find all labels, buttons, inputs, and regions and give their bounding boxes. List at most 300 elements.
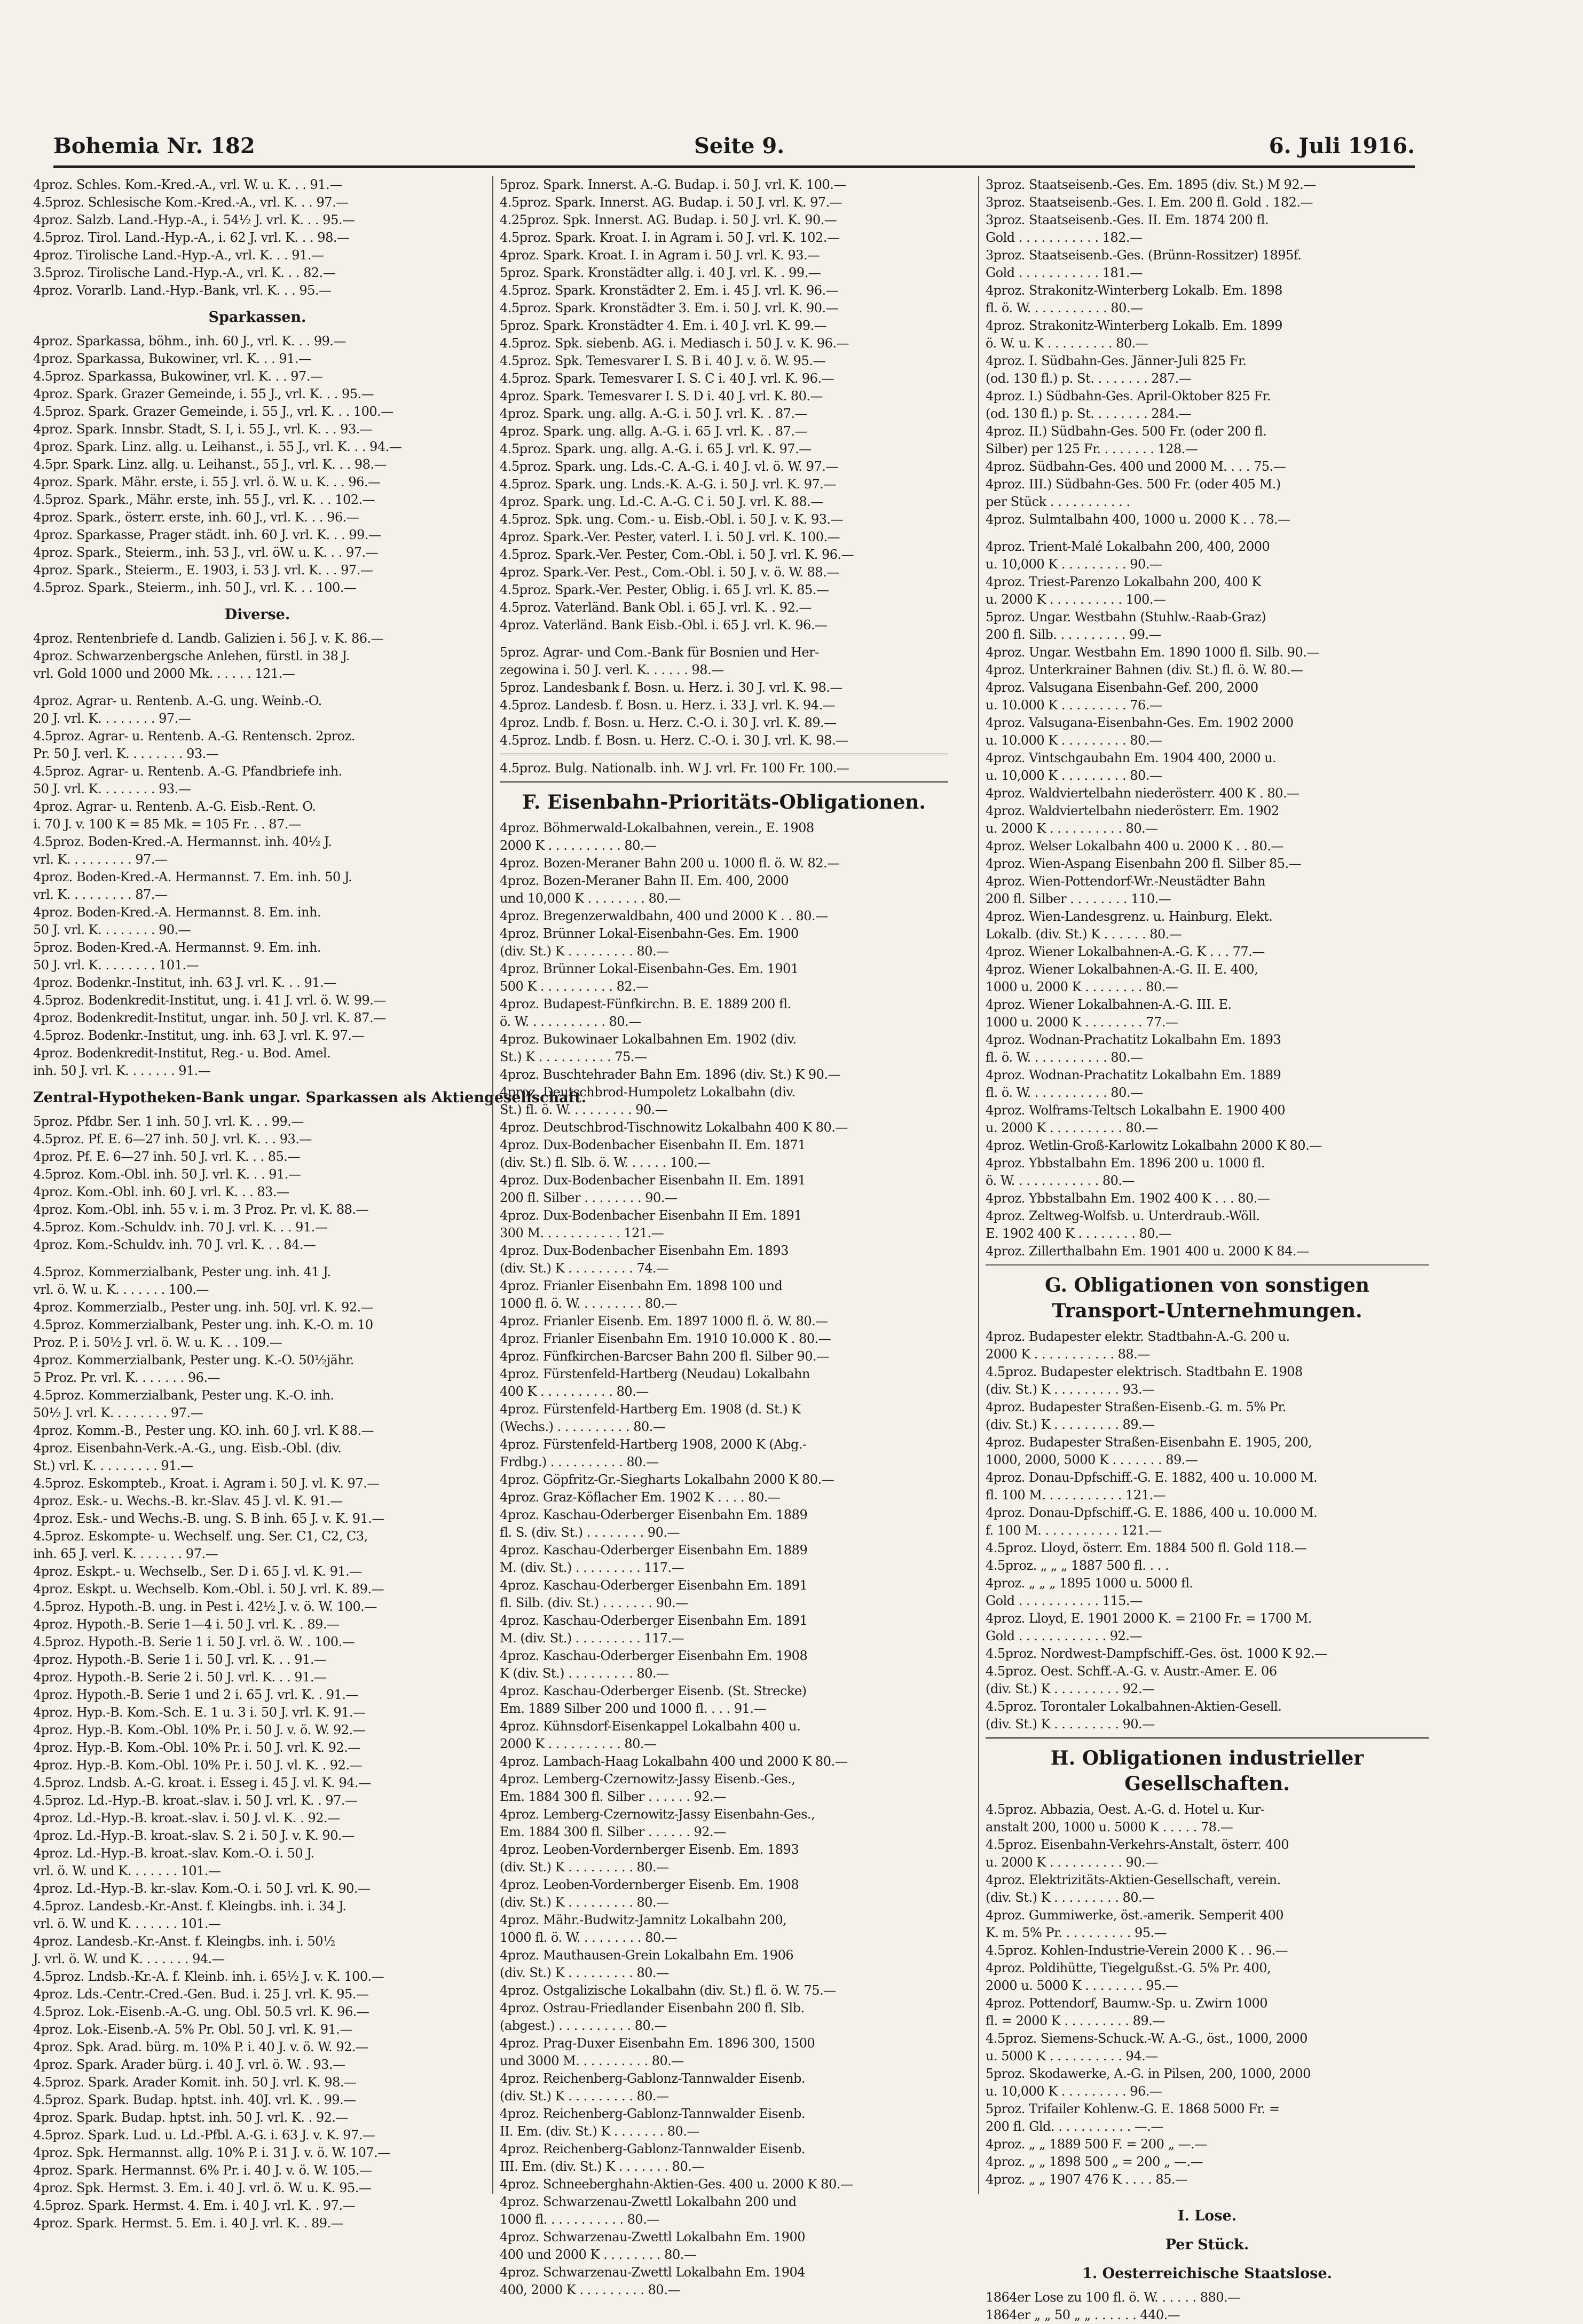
listing-line: 4proz. Spark. ung. allg. A.-G. i. 50 J. vrl. K. . 87.— [500, 406, 807, 421]
listing-line: 4proz. Schwarzenau-Zwettl Lokalbahn 200 und [500, 2194, 797, 2209]
listing-line: fl. ö. W. . . . . . . . . . . 80.— [986, 301, 1143, 315]
listing-line: ö. W. . . . . . . . . . . 80.— [500, 1014, 641, 1029]
listing-line: 4proz. Ybbstalbahn Em. 1902 400 K . . . 80.— [986, 1191, 1270, 1206]
listing-line: III. Em. (div. St.) K . . . . . . . 80.— [500, 2159, 704, 2174]
listing-line: fl. S. (div. St.) . . . . . . . . 90.— [500, 1525, 680, 1540]
listing-line: 4proz. Göpfritz-Gr.-Siegharts Lokalbahn 2000 K 80.— [500, 1472, 834, 1487]
listing-line: (div. St.) K . . . . . . . . . 80.— [500, 1965, 669, 1980]
listing-line: (div. St.) K . . . . . . . . . 80.— [500, 1860, 669, 1875]
listing-line: 4proz. Kom.-Obl. inh. 60 J. vrl. K. . . 83.— [33, 1184, 289, 1199]
listing-line: (div. St.) K . . . . . . . . . 90.— [986, 1717, 1155, 1732]
listing-line: 4.5proz. Agrar- u. Rentenb. A.-G. Pfandbriefe inh. [33, 764, 342, 779]
listing-line: 4proz. Frianler Eisenbahn Em. 1910 10.000 K . 80.— [500, 1331, 831, 1346]
listing-line: u. 10.000 K . . . . . . . . . 76.— [986, 698, 1162, 713]
listing-line: 4.5proz. Spark., Steierm., inh. 50 J., vrl. K. . . 100.— [33, 580, 357, 595]
listing-line: 4proz. Dux-Bodenbacher Eisenbahn II. Em. 1891 [500, 1173, 806, 1188]
listing-line: (abgest.) . . . . . . . . . . 80.— [500, 2018, 667, 2033]
listing-line: 4.25proz. Spk. Innerst. AG. Budap. i. 50 J. vrl. K. 90.— [500, 212, 837, 227]
listing-line: 5proz. Skodawerke, A.-G. in Pilsen, 200, 1000, 2000 [986, 2066, 1311, 2081]
publication-date: 6. Juli 1916. [1269, 133, 1415, 159]
listing-line: 4proz. Wien-Aspang Eisenbahn 200 fl. Silber 85.— [986, 856, 1302, 871]
listing-line: 4proz. II.) Südbahn-Ges. 500 Fr. (oder 200 fl. [986, 424, 1267, 439]
listing-line: 4.5proz. Spk. siebenb. AG. i. Mediasch i. 50 J. v. K. 96.— [500, 336, 849, 351]
listing-line: 4proz. Frianler Eisenb. Em. 1897 1000 fl. ö. W. 80.— [500, 1314, 828, 1329]
listing-line: 4proz. Ybbstalbahn Em. 1896 200 u. 1000 fl. [986, 1156, 1265, 1171]
listing-line: 4proz. Bodenkredit-Institut, ungar. inh. 50 J. vrl. K. 87.— [33, 1010, 386, 1025]
listing-line: 4.5proz. Sparkassa, Bukowiner, vrl. K. . . 97.— [33, 369, 323, 384]
listing-line: u. 2000 K . . . . . . . . . . 90.— [986, 1855, 1158, 1870]
listing-line: 4proz. Schwarzenau-Zwettl Lokalbahn Em. 1904 [500, 2265, 806, 2280]
listing-line: 4.5proz. „ „ „ 1887 500 fl. . . . [986, 1558, 1169, 1573]
listing-line: 4proz. Spark., Steierm., inh. 53 J., vrl. öW. u. K. . . 97.— [33, 545, 379, 560]
listing-line: St.) K . . . . . . . . . . 75.— [500, 1049, 647, 1064]
listing-line: 4.5proz. Spark. Lud. u. Ld.-Pfbl. A.-G. i. 63 J. v. K. 97.— [33, 2128, 375, 2143]
divider [986, 1264, 1429, 1266]
listing-line: 4.5proz. Bulg. Nationalb. inh. W J. vrl. Fr. 100 Fr. 100.— [500, 761, 849, 776]
listing-line: 4proz. Brünner Lokal-Eisenbahn-Ges. Em. 1900 [500, 926, 799, 941]
listing-line: St.) vrl. K. . . . . . . . . 91.— [33, 1458, 193, 1473]
listing-line: 4proz. Fünfkirchen-Barcser Bahn 200 fl. Silber 90.— [500, 1349, 829, 1364]
listing-line: 50 J. vrl. K. . . . . . . . 93.— [33, 781, 191, 796]
section-heading: Per Stück. [1165, 2236, 1249, 2253]
listing-line: 20 J. vrl. K. . . . . . . . 97.— [33, 711, 191, 726]
listing-line: 4proz. Lloyd, E. 1901 2000 K. = 2100 Fr. = 1700 M. [986, 1611, 1312, 1626]
listing-line: und 3000 M. . . . . . . . . . 80.— [500, 2053, 684, 2068]
section-heading: Diverse. [224, 606, 290, 623]
listing-line: 4proz. Kaschau-Oderberger Eisenbahn Em. 1891 [500, 1578, 808, 1593]
listing-line: u. 2000 K . . . . . . . . . . 80.— [986, 1120, 1158, 1135]
listing-line: 4proz. Spk. Arad. bürg. m. 10% P. i. 40 J. v. ö. W. 92.— [33, 2040, 368, 2054]
listing-line: 5proz. Spark. Kronstädter 4. Em. i. 40 J. vrl. K. 99.— [500, 318, 827, 333]
spacer [500, 634, 948, 644]
listing-line: 4.5proz. Eisenbahn-Verkehrs-Anstalt, österr. 400 [986, 1837, 1289, 1852]
listing-line: 4proz. I. Südbahn-Ges. Jänner-Juli 825 Fr. [986, 353, 1247, 368]
column-2 [492, 176, 948, 2297]
listing-line: 4proz. Pf. E. 6—27 inh. 50 J. vrl. K. . . 85.— [33, 1149, 300, 1164]
listing-line: 5proz. Pfdbr. Ser. 1 inh. 50 J. vrl. K. . . 99.— [33, 1114, 304, 1129]
listing-line: 4proz. Hyp.-B. Kom.-Sch. E. 1 u. 3 i. 50 J. vrl. K. 91.— [33, 1705, 366, 1720]
listing-line: Pr. 50 J. verl. K. . . . . . . . 93.— [33, 746, 219, 761]
listing-line: M. (div. St.) . . . . . . . . . 117.— [500, 1560, 684, 1575]
listing-line: 5proz. Ungar. Westbahn (Stuhlw.-Raab-Graz) [986, 610, 1266, 625]
listing-line: 4proz. Donau-Dpfschiff.-G. E. 1886, 400 u. 10.000 M. [986, 1505, 1318, 1520]
listing-line: 4.5proz. Agrar- u. Rentenb. A.-G. Rentensch. 2proz. [33, 729, 355, 744]
listing-line: 4.5proz. Siemens-Schuck.-W. A.-G., öst., 1000, 2000 [986, 2031, 1308, 2046]
listing-line: 200 fl. Silb. . . . . . . . . . 99.— [986, 627, 1162, 642]
listing-line: 4proz. Deutschbrod-Tischnowitz Lokalbahn 400 K 80.— [500, 1120, 848, 1135]
listing-line: 5 Proz. Pr. vrl. K. . . . . . . 96.— [33, 1370, 220, 1385]
listing-line: 4proz. Mauthausen-Grein Lokalbahn Em. 1906 [500, 1948, 794, 1963]
listing-line: Lokalb. (div. St.) K . . . . . . 80.— [986, 927, 1182, 942]
listing-line: 4.5proz. Hypoth.-B. ung. in Pest i. 42½ J. v. ö. W. 100.— [33, 1599, 377, 1614]
listing-line: 4proz. „ „ 1907 476 K . . . . 85.— [986, 2172, 1188, 2187]
listing-line: 4.5proz. Lloyd, österr. Em. 1884 500 fl. Gold 118.— [986, 1540, 1307, 1555]
listing-line: 400 und 2000 K . . . . . . . . 80.— [500, 2247, 697, 2262]
listing-line: u. 10,000 K . . . . . . . . . 80.— [986, 768, 1162, 783]
listing-line: 4.5proz. Spark. Kronstädter 3. Em. i. 50 J. vrl. K. 90.— [500, 301, 839, 315]
listing-line: 4proz. Budapest-Fünfkirchn. B. E. 1889 200 fl. [500, 997, 791, 1011]
listing-line: 4proz. Wiener Lokalbahnen-A.-G. II. E. 400, [986, 962, 1258, 977]
listing-line: 4proz. Südbahn-Ges. 400 und 2000 M. . . . 75.— [986, 459, 1286, 474]
listing-line: 4proz. „ „ 1889 500 F. = 200 „ —.— [986, 2137, 1207, 2152]
listing-line: 4proz. Wiener Lokalbahnen-A.-G. III. E. [986, 997, 1232, 1012]
listing-line: 4proz. Buschtehrader Bahn Em. 1896 (div. St.) K 90.— [500, 1067, 841, 1082]
listing-line: u. 10.000 K . . . . . . . . . 80.— [986, 733, 1162, 748]
spacer [33, 1254, 482, 1263]
listing-line: 4proz. Strakonitz-Winterberg Lokalb. Em. 1899 [986, 318, 1282, 333]
section-heading: Zentral-Hypotheken-Bank ungar. Sparkassen als Aktiengesellschaft. [33, 1089, 587, 1106]
listing-line: J. vrl. ö. W. und K. . . . . . . 94.— [33, 1951, 225, 1966]
spacer [33, 683, 482, 692]
listing-line: 3proz. Staatseisenb.-Ges. (Brünn-Rossitzer) 1895f. [986, 248, 1302, 263]
listing-line: (div. St.) K . . . . . . . . . 89.— [986, 1417, 1155, 1432]
listing-line: 4proz. Böhmerwald-Lokalbahnen, verein., E. 1908 [500, 820, 814, 835]
listing-line: 4.5proz. Pf. E. 6—27 inh. 50 J. vrl. K. . . 93.— [33, 1132, 312, 1147]
listing-line: 1000 fl. . . . . . . . . . . 80.— [500, 2212, 659, 2227]
listing-line: 4proz. Waldviertelbahn niederösterr. 400 K . 80.— [986, 786, 1300, 801]
listing-line: Gold . . . . . . . . . . . 182.— [986, 230, 1143, 245]
listing-line: (div. St.) K . . . . . . . . . 74.— [500, 1261, 669, 1276]
listing-line: 4proz. Kom.-Schuldv. inh. 70 J. vrl. K. . . 84.— [33, 1237, 316, 1252]
listing-line: 4proz. Rentenbriefe d. Landb. Galizien i. 56 J. v. K. 86.— [33, 631, 384, 646]
listing-line: 4proz. „ „ 1898 500 „ = 200 „ —.— [986, 2154, 1203, 2169]
listing-line: 4proz. Budapester Straßen-Eisenbahn E. 1905, 200, [986, 1435, 1312, 1450]
listing-line: 4proz. Lemberg-Czernowitz-Jassy Eisenb.-Ges., [500, 1772, 796, 1787]
listing-line: 5proz. Spark. Kronstädter allg. i. 40 J. vrl. K. . 99.— [500, 265, 821, 280]
listing-line: 4.5proz. Spark. Budap. hptst. inh. 40J. vrl. K. . 99.— [33, 2092, 356, 2107]
listing-line: 4.5proz. Budapester elektrisch. Stadtbahn E. 1908 [986, 1364, 1303, 1379]
listing-line: M. (div. St.) . . . . . . . . . 117.— [500, 1631, 684, 1646]
listing-line: 4proz. Spark. Linz. allg. u. Leihanst., i. 55 J., vrl. K. . . 94.— [33, 439, 402, 454]
listing-line: 4proz. Esk.- und Wechs.-B. ung. S. B inh. 65 J. v. K. 91.— [33, 1511, 384, 1526]
listing-line: vrl. K. . . . . . . . . 97.— [33, 852, 168, 867]
listing-line: 4.5proz. Boden-Kred.-A. Hermannst. inh. 40½ J. [33, 834, 332, 849]
spacer [986, 528, 1429, 538]
listing-line: 4.5proz. Spark. Arader Komit. inh. 50 J. vrl. K. 98.— [33, 2075, 357, 2090]
listing-line: 4proz. Budapester elektr. Stadtbahn-A.-G. 200 u. [986, 1329, 1290, 1344]
listing-line: (Wechs.) . . . . . . . . . . 80.— [500, 1419, 666, 1434]
listing-line: (od. 130 fl.) p. St. . . . . . . . 287.— [986, 371, 1192, 386]
listing-line: 4proz. Trient-Malé Lokalbahn 200, 400, 2000 [986, 539, 1270, 554]
listing-line: 4proz. Wolframs-Teltsch Lokalbahn E. 1900 400 [986, 1103, 1286, 1118]
listing-line: 4.5proz. Eskompteb., Kroat. i. Agram i. 50 J. vl. K. 97.— [33, 1476, 380, 1491]
listing-line: 4proz. Komm.-B., Pester ung. KO. inh. 60 J. vrl. K 88.— [33, 1423, 374, 1438]
listing-line: (div. St.) K . . . . . . . . . 92.— [986, 1681, 1155, 1696]
listing-line: 4proz. Kaschau-Oderberger Eisenbahn Em. 1908 [500, 1648, 808, 1663]
listing-line: 4proz. Bukowinaer Lokalbahnen Em. 1902 (div. [500, 1032, 797, 1047]
listing-line: 4proz. Leoben-Vordernberger Eisenb. Em. 1893 [500, 1842, 799, 1857]
listing-line: 4.5pr. Spark. Linz. allg. u. Leihanst., 55 J., vrl. K. . . 98.— [33, 457, 387, 472]
listing-line: 4proz. Valsugana-Eisenbahn-Ges. Em. 1902 2000 [986, 715, 1294, 730]
listing-line: 4.5proz. Spk. Temesvarer I. S. B i. 40 J. v. ö. W. 95.— [500, 353, 825, 368]
listing-line: 4proz. Lok.-Eisenb.-A. 5% Pr. Obl. 50 J. vrl. K. 91.— [33, 2022, 352, 2037]
listing-line: 4.5proz. Landesb. f. Bosn. u. Herz. i. 33 J. vrl. K. 94.— [500, 698, 836, 713]
newspaper-issue: Bohemia Nr. 182 [53, 133, 255, 159]
listing-line: 4proz. Eskpt. u. Wechselb. Kom.-Obl. i. 50 J. vrl. K. 89.— [33, 1582, 384, 1596]
listing-line: 50 J. vrl. K. . . . . . . . 90.— [33, 922, 191, 937]
listing-line: 4proz. Hypoth.-B. Serie 1—4 i. 50 J. vrl. K. . 89.— [33, 1617, 340, 1632]
listing-line: 4.5proz. Bodenkredit-Institut, ung. i. 41 J. vrl. ö. W. 99.— [33, 993, 386, 1008]
listing-line: 4proz. Spark. Budap. hptst. inh. 50 J. vrl. K. . 92.— [33, 2110, 349, 2125]
listing-line: 5proz. Boden-Kred.-A. Hermannst. 9. Em. inh. [33, 940, 321, 955]
listing-line: 4proz. Frianler Eisenbahn Em. 1898 100 und [500, 1278, 783, 1293]
listing-line: fl. Silb. (div. St.) . . . . . . . 90.— [500, 1595, 688, 1610]
listing-line: 4.5proz. Spark. ung. Lnds.-K. A.-G. i. 50 J. vrl. K. 97.— [500, 477, 836, 492]
listing-line: inh. 65 J. verl. K. . . . . . . 97.— [33, 1546, 218, 1561]
listing-line: 4proz. Hypoth.-B. Serie 1 und 2 i. 65 J. vrl. K. . 91.— [33, 1687, 359, 1702]
listing-line: 3proz. Staatseisenb.-Ges. I. Em. 200 fl. Gold . 182.— [986, 195, 1313, 210]
listing-line: 4proz. Spark. Arader bürg. i. 40 J. vrl. ö. W. . 93.— [33, 2057, 345, 2072]
listing-line: 4proz. Spark. Mähr. erste, i. 55 J. vrl. ö. W. u. K. . . 96.— [33, 475, 381, 489]
listing-line: (div. St.) K . . . . . . . . . 93.— [986, 1382, 1155, 1397]
listing-line: 4.5proz. Ld.-Hyp.-B. kroat.-slav. i. 50 J. vrl. K. . 97.— [33, 1793, 358, 1808]
listing-line: ö. W. . . . . . . . . . . . 80.— [986, 1173, 1135, 1188]
listing-line: 4.5proz. Kom.-Schuldv. inh. 70 J. vrl. K. . . 91.— [33, 1220, 328, 1235]
listing-line: 4proz. Hypoth.-B. Serie 1 i. 50 J. vrl. K. . . 91.— [33, 1652, 327, 1667]
section-title: G. Obligationen von sonstigen Transport-Unternehmungen. [1045, 1274, 1369, 1322]
listing-line: 4proz. Reichenberg-Gablonz-Tannwalder Eisenb. [500, 2106, 806, 2121]
listing-line: 4proz. Eisenbahn-Verk.-A.-G., ung. Eisb.-Obl. (div. [33, 1441, 342, 1456]
listing-line: 4.5proz. Landesb.-Kr.-Anst. f. Kleingbs. inh. i. 34 J. [33, 1899, 346, 1914]
listing-line: 4proz. I.) Südbahn-Ges. April-Oktober 825 Fr. [986, 389, 1271, 404]
listing-line: 4proz. Leoben-Vordernberger Eisenb. Em. 1908 [500, 1877, 799, 1892]
listing-line: (div. St.) fl. Slb. ö. W. . . . . . 100.— [500, 1155, 710, 1170]
listing-line: 4proz. Schles. Kom.-Kred.-A., vrl. W. u. K. . . 91.— [33, 177, 342, 192]
listing-line: inh. 50 J. vrl. K. . . . . . . 91.— [33, 1063, 211, 1078]
listing-line: 50 J. vrl. K. . . . . . . . 101.— [33, 958, 199, 973]
listing-line: 4proz. Bodenkr.-Institut, inh. 63 J. vrl. K. . . 91.— [33, 975, 336, 990]
listing-line: zegowina i. 50 J. verl. K. . . . . . 98.— [500, 662, 724, 677]
listing-line: 4proz. Boden-Kred.-A. Hermannst. 7. Em. inh. 50 J. [33, 869, 352, 884]
listing-line: 4.5proz. Kohlen-Industrie-Verein 2000 K . . 96.— [986, 1943, 1288, 1958]
listing-line: 4proz. Spark. Temesvarer I. S. D i. 40 J. vrl. K. 80.— [500, 389, 823, 404]
listing-line: 4proz. Wetlin-Groß-Karlowitz Lokalbahn 2000 K 80.— [986, 1138, 1322, 1153]
listing-line: Silber) per 125 Fr. . . . . . . . 128.— [986, 441, 1198, 456]
listing-line: 4proz. Spark.-Ver. Pester, vaterl. I. i. 50 J. vrl. K. 100.— [500, 529, 840, 544]
listing-line: 3.5proz. Tirolische Land.-Hyp.-A., vrl. K. . . 82.— [33, 265, 336, 280]
listing-line: 4.5proz. Spark. Grazer Gemeinde, i. 55 J., vrl. K. . . 100.— [33, 404, 393, 419]
listing-line: 4proz. Esk.- u. Wechs.-B. kr.-Slav. 45 J. vl. K. 91.— [33, 1493, 343, 1508]
listing-line: 4proz. Hyp.-B. Kom.-Obl. 10% Pr. i. 50 J. v. ö. W. 92.— [33, 1722, 366, 1737]
listing-line: 4proz. Salzb. Land.-Hyp.-A., i. 54½ J. vrl. K. . . 95.— [33, 212, 355, 227]
listing-line: 4proz. Graz-Köflacher Em. 1902 K . . . . 80.— [500, 1490, 781, 1505]
listing-line: 4.5proz. Spark. ung. allg. A.-G. i. 65 J. vrl. K. 97.— [500, 441, 812, 456]
listing-line: 4proz. Vaterländ. Bank Eisb.-Obl. i. 65 J. vrl. K. 96.— [500, 618, 828, 633]
listing-line: 4.5proz. Spark.-Ver. Pester, Oblig. i. 65 J. vrl. K. 85.— [500, 582, 829, 597]
listing-line: 4proz. Spark.-Ver. Pest., Com.-Obl. i. 50 J. v. ö. W. 88.— [500, 565, 839, 580]
listing-line: 4proz. Brünner Lokal-Eisenbahn-Ges. Em. 1901 [500, 961, 799, 976]
listing-line: Gold . . . . . . . . . . . 181.— [986, 265, 1143, 280]
listing-line: 4.5proz. Torontaler Lokalbahnen-Aktien-Gesell. [986, 1699, 1282, 1714]
listing-line: 4proz. Hyp.-B. Kom.-Obl. 10% Pr. i. 50 J. vrl. K. 92.— [33, 1740, 360, 1755]
listing-line: 4proz. Valsugana Eisenbahn-Gef. 200, 2000 [986, 680, 1258, 695]
listing-line: 4proz. Sulmtalbahn 400, 1000 u. 2000 K . . 78.— [986, 512, 1290, 527]
listing-line: 4.5proz. Vaterländ. Bank Obl. i. 65 J. vrl. K. . 92.— [500, 600, 812, 615]
listing-line: 4proz. Ld.-Hyp.-B. kr.-slav. Kom.-O. i. 50 J. vrl. K. 90.— [33, 1881, 371, 1896]
listing-line: 4proz. Zeltweg-Wolfsb. u. Unterdraub.-Wöll. [986, 1208, 1260, 1223]
divider [500, 754, 948, 755]
listing-line: 4proz. Welser Lokalbahn 400 u. 2000 K . . 80.— [986, 839, 1283, 853]
listing-line: (div. St.) K . . . . . . . . . 80.— [500, 2089, 669, 2104]
listing-line: 4proz. Eskpt.- u. Wechselb., Ser. D i. 65 J. vl. K. 91.— [33, 1564, 362, 1579]
listing-line: 4proz. Spark., österr. erste, inh. 60 J., vrl. K. . . 96.— [33, 510, 359, 525]
listing-line: 4proz. Kaschau-Oderberger Eisenbahn Em. 1891 [500, 1613, 808, 1628]
listing-line: 4proz. Kom.-Obl. inh. 55 v. i. m. 3 Proz. Pr. vl. K. 88.— [33, 1202, 369, 1217]
listing-line: St.) fl. ö. W. . . . . . . . . 90.— [500, 1102, 668, 1117]
listing-line: 4proz. Strakonitz-Winterberg Lokalb. Em. 1898 [986, 283, 1282, 298]
listing-line: Em. 1884 300 fl. Silber . . . . . . 92.— [500, 1789, 726, 1804]
listing-line: u. 2000 K . . . . . . . . . . 80.— [986, 821, 1158, 836]
listing-line: u. 10,000 K . . . . . . . . . 96.— [986, 2084, 1162, 2099]
listing-line: 4proz. Spark. Grazer Gemeinde, i. 55 J., vrl. K. . . 95.— [33, 386, 374, 401]
listing-line: 4proz. Wodnan-Prachatitz Lokalbahn Em. 1893 [986, 1032, 1281, 1047]
listing-line: 4proz. Donau-Dpfschiff.-G. E. 1882, 400 u. 10.000 M. [986, 1470, 1318, 1485]
column-3 [978, 176, 1429, 2322]
listing-line: 1000 fl. ö. W. . . . . . . . . 80.— [500, 1930, 678, 1945]
listing-line: 2000 K . . . . . . . . . . 80.— [500, 1736, 657, 1751]
listing-line: 2000 u. 5000 K . . . . . . . . 95.— [986, 1978, 1178, 1993]
listing-line: 4.5proz. Kommerzialbank, Pester ung. K.-O. inh. [33, 1388, 334, 1403]
listing-line: 1000 fl. ö. W. . . . . . . . . 80.— [500, 1296, 678, 1311]
listing-line: 4proz. Kaschau-Oderberger Eisenbahn Em. 1889 [500, 1543, 808, 1558]
listing-line: 5proz. Spark. Innerst. A.-G. Budap. i. 50 J. vrl. K. 100.— [500, 177, 846, 192]
listing-line: 4proz. Lndb. f. Bosn. u. Herz. C.-O. i. 30 J. vrl. K. 89.— [500, 715, 837, 730]
listing-line: II. Em. (div. St.) K . . . . . . . 80.— [500, 2124, 699, 2139]
listing-line: Gold . . . . . . . . . . . . 92.— [986, 1629, 1143, 1643]
listing-line: 4.5proz. Spark. Hermst. 4. Em. i. 40 J. vrl. K. . 97.— [33, 2198, 356, 2213]
listing-line: 4proz. Fürstenfeld-Hartberg Em. 1908 (d. St.) K [500, 1402, 801, 1417]
listing-line: 4proz. Unterkrainer Bahnen (div. St.) fl. ö. W. 80.— [986, 662, 1303, 677]
listing-line: 2000 K . . . . . . . . . . 80.— [500, 838, 657, 853]
listing-line: 4proz. Spark. Innsbr. Stadt, S. I, i. 55 J., vrl. K. . . 93.— [33, 422, 373, 437]
page-header [53, 133, 1415, 168]
listing-line: 5proz. Trifailer Kohlenw.-G. E. 1868 5000 Fr. = [986, 2101, 1280, 2116]
listing-line: 4proz. Sparkasse, Prager städt. inh. 60 J. vrl. K. . . 99.— [33, 527, 381, 542]
listing-line: 4proz. Gummiwerke, öst.-amerik. Semperit 400 [986, 1908, 1284, 1923]
listing-line: per Stück . . . . . . . . . . . [986, 494, 1130, 509]
listing-line: 200 fl. Silber . . . . . . . . 90.— [500, 1190, 678, 1205]
listing-line: ö. W. u. K . . . . . . . . . 80.— [986, 336, 1148, 351]
listing-line: 4proz. Spk. Hermannst. allg. 10% P. i. 31 J. v. ö. W. 107.— [33, 2145, 390, 2160]
listing-line: 4proz. Kaschau-Oderberger Eisenbahn Em. 1889 [500, 1507, 808, 1522]
listing-line: 4proz. Budapester Straßen-Eisenb.-G. m. 5% Pr. [986, 1400, 1286, 1414]
listing-line: 4proz. Ostrau-Friedlander Eisenbahn 200 fl. Slb. [500, 2001, 805, 2015]
listing-line: 4proz. Dux-Bodenbacher Eisenbahn Em. 1893 [500, 1243, 789, 1258]
section-title: H. Obligationen industrieller Gesellschaften. [1050, 1747, 1364, 1795]
listing-line: 4proz. Dux-Bodenbacher Eisenbahn II Em. 1891 [500, 1208, 802, 1223]
listing-line: 4proz. Fürstenfeld-Hartberg (Neudau) Lokalbahn [500, 1366, 810, 1381]
listing-line: u. 5000 K . . . . . . . . . . 94.— [986, 2049, 1158, 2064]
listing-line: 4.5proz. Nordwest-Dampfschiff.-Ges. öst. 1000 K 92.— [986, 1646, 1327, 1661]
listing-line: 4proz. Tirolische Land.-Hyp.-A., vrl. K. . . 91.— [33, 248, 324, 263]
listing-line: 4proz. Deutschbrod-Humpoletz Lokalbahn (div. [500, 1085, 796, 1100]
listing-line: 4.5proz. Kommerzialbank, Pester ung. inh. K.-O. m. 10 [33, 1317, 373, 1332]
listing-line: 4proz. Bozen-Meraner Bahn 200 u. 1000 fl. ö. W. 82.— [500, 856, 840, 871]
listing-line: 50½ J. vrl. K. . . . . . . . 97.— [33, 1405, 203, 1420]
listing-line: Proz. P. i. 50½ J. vrl. ö. W. u. K. . . 109.— [33, 1335, 282, 1350]
listing-line: 4proz. Wodnan-Prachatitz Lokalbahn Em. 1889 [986, 1068, 1281, 1082]
listing-line: 4.5proz. Lok.-Eisenb.-A.-G. ung. Obl. 50.5 vrl. K. 96.— [33, 2004, 369, 2019]
listing-line: 4.5proz. Kom.-Obl. inh. 50 J. vrl. K. . . 91.— [33, 1167, 301, 1182]
listing-line: 1000, 2000, 5000 K . . . . . . . 89.— [986, 1452, 1198, 1467]
listing-line: 4.5proz. Bodenkr.-Institut, ung. inh. 63 J. vrl. K. 97.— [33, 1028, 365, 1043]
listing-line: vrl. ö. W. und K. . . . . . . 101.— [33, 1863, 221, 1878]
listing-line: 4proz. Ld.-Hyp.-B. kroat.-slav. Kom.-O. i. 50 J. [33, 1846, 314, 1861]
listing-line: 4.5proz. Eskompte- u. Wechself. ung. Ser. C1, C2, C3, [33, 1529, 368, 1544]
listing-line: K. m. 5% Pr. . . . . . . . . . 95.— [986, 1925, 1167, 1940]
listing-line: 4.5proz. Lndsb. A.-G. kroat. i. Esseg i. 45 J. vl. K. 94.— [33, 1775, 371, 1790]
listing-line: 4.5proz. Lndsb.-Kr.-A. f. Kleinb. inh. i. 65½ J. v. K. 100.— [33, 1969, 384, 1984]
listing-line: u. 2000 K . . . . . . . . . . 100.— [986, 592, 1166, 607]
listing-line: fl. ö. W. . . . . . . . . . . 80.— [986, 1050, 1143, 1065]
listing-line: 4.5proz. Kommerzialbank, Pester ung. inh. 41 J. [33, 1264, 331, 1279]
listing-line: anstalt 200, 1000 u. 5000 K . . . . . 78.— [986, 1820, 1233, 1835]
listing-line: 4proz. Spark., Steierm., E. 1903, i. 53 J. vrl. K. . . 97.— [33, 563, 373, 578]
listing-line: 4proz. Zillerthalbahn Em. 1901 400 u. 2000 K 84.— [986, 1244, 1309, 1259]
listing-line: 4.5proz. Spark. Temesvarer I. S. C i. 40 J. vrl. K. 96.— [500, 371, 834, 386]
listing-line: 4.5proz. Spark. Kronstädter 2. Em. i. 45 J. vrl. K. 96.— [500, 283, 839, 298]
listing-line: 4proz. III.) Südbahn-Ges. 500 Fr. (oder 405 M.) [986, 477, 1281, 492]
listing-line: 4.5proz. Spark.-Ver. Pester, Com.-Obl. i. 50 J. vrl. K. 96.— [500, 547, 854, 562]
listing-line: 4proz. Reichenberg-Gablonz-Tannwalder Eisenb. [500, 2141, 806, 2156]
listing-line: vrl. K. . . . . . . . . 87.— [33, 887, 168, 902]
listing-line: 4proz. Wiener Lokalbahnen-A.-G. K . . . 77.— [986, 944, 1265, 959]
listing-line: 1864er Lose zu 100 fl. ö. W. . . . . . 880.— [986, 2290, 1240, 2305]
listing-line: 4proz. Sparkassa, Bukowiner, vrl. K. . . 91.— [33, 351, 311, 366]
listing-line: 4proz. Spark. ung. allg. A.-G. i. 65 J. vrl. K. . 87.— [500, 424, 807, 439]
listing-line: 4.5proz. Spark. Kroat. I. in Agram i. 50 J. vrl. K. 102.— [500, 230, 840, 245]
listing-line: 4.5proz. Tirol. Land.-Hyp.-A., i. 62 J. vrl. K. . . 98.— [33, 230, 350, 245]
listing-line: 3proz. Staatseisenb.-Ges. II. Em. 1874 200 fl. [986, 212, 1269, 227]
listing-line: 4proz. Prag-Duxer Eisenbahn Em. 1896 300, 1500 [500, 2036, 815, 2051]
listing-line: 4proz. Elektrizitäts-Aktien-Gesellschaft, verein. [986, 1872, 1281, 1887]
listing-line: vrl. ö. W. u. K. . . . . . . 100.— [33, 1282, 209, 1297]
listing-line: (div. St.) K . . . . . . . . . 80.— [500, 1895, 669, 1910]
listing-line: 4proz. Ld.-Hyp.-B. kroat.-slav. S. 2 i. 50 J. v. K. 90.— [33, 1828, 355, 1843]
listing-line: 4proz. Kühnsdorf-Eisenkappel Lokalbahn 400 u. [500, 1719, 801, 1734]
listing-line: 4proz. Poldihütte, Tiegelgußst.-G. 5% Pr. 400, [986, 1961, 1271, 1975]
listing-line: (div. St.) K . . . . . . . . . 80.— [500, 944, 669, 959]
listing-line: 200 fl. Silber . . . . . . . . 110.— [986, 891, 1171, 906]
listing-line: 4proz. Kommerzialb., Pester ung. inh. 50J. vrl. K. 92.— [33, 1300, 374, 1315]
listing-line: (div. St.) K . . . . . . . . . 80.— [986, 1890, 1155, 1905]
listing-line: u. 10,000 K . . . . . . . . . 90.— [986, 557, 1162, 572]
listing-line: 400 K . . . . . . . . . . 80.— [500, 1384, 649, 1399]
listing-line: 4proz. Spark. Hermst. 5. Em. i. 40 J. vrl. K. . 89.— [33, 2216, 344, 2231]
listing-line: 5proz. Landesbank f. Bosn. u. Herz. i. 30 J. vrl. K. 98.— [500, 680, 842, 695]
listing-line: Gold . . . . . . . . . . . 115.— [986, 1593, 1143, 1608]
listing-line: 4proz. Kaschau-Oderberger Eisenb. (St. Strecke) [500, 1683, 807, 1698]
listing-line: 4.5proz. Spark., Mähr. erste, inh. 55 J., vrl. K. . . 102.— [33, 492, 375, 507]
listing-line: 1000 u. 2000 K . . . . . . . . 80.— [986, 979, 1178, 994]
listing-line: i. 70 J. v. 100 K = 85 Mk. = 105 Fr. . . 87.— [33, 817, 301, 832]
listing-line: 3proz. Staatseisenb.-Ges. Em. 1895 (div. St.) M 92.— [986, 177, 1316, 192]
listing-line: 4proz. Fürstenfeld-Hartberg 1908, 2000 K (Abg.- [500, 1437, 807, 1452]
listing-line: 2000 K . . . . . . . . . . . 88.— [986, 1347, 1150, 1362]
listing-line: 4.5proz. Lndb. f. Bosn. u. Herz. C.-O. i. 30 J. vrl. K. 98.— [500, 733, 848, 748]
listing-line: 4proz. Ld.-Hyp.-B. kroat.-slav. i. 50 J. vl. K. . 92.— [33, 1811, 340, 1825]
listing-line: 4proz. Agrar- u. Rentenb. A.-G. ung. Weinb.-O. [33, 693, 322, 708]
listing-line: 4proz. Lemberg-Czernowitz-Jassy Eisenbahn-Ges., [500, 1807, 815, 1822]
listing-line: 4proz. Schwarzenbergsche Anlehen, fürstl. in 38 J. [33, 649, 350, 663]
listing-line: 4proz. Spark. ung. Ld.-C. A.-G. C i. 50 J. vrl. K. 88.— [500, 494, 823, 509]
listing-line: und 10,000 K . . . . . . . . 80.— [500, 891, 681, 906]
listing-line: 4proz. Kommerzialbank, Pester ung. K.-O. 50½jähr. [33, 1353, 354, 1367]
listing-line: 200 fl. Gld. . . . . . . . . . . —.— [986, 2119, 1163, 2134]
listing-line: 4proz. Dux-Bodenbacher Eisenbahn II. Em. 1871 [500, 1137, 806, 1152]
listing-line: 4proz. Lambach-Haag Lokalbahn 400 und 2000 K 80.— [500, 1754, 848, 1769]
listing-line: 4.5proz. Spk. ung. Com.- u. Eisb.-Obl. i. 50 J. v. K. 93.— [500, 512, 844, 527]
